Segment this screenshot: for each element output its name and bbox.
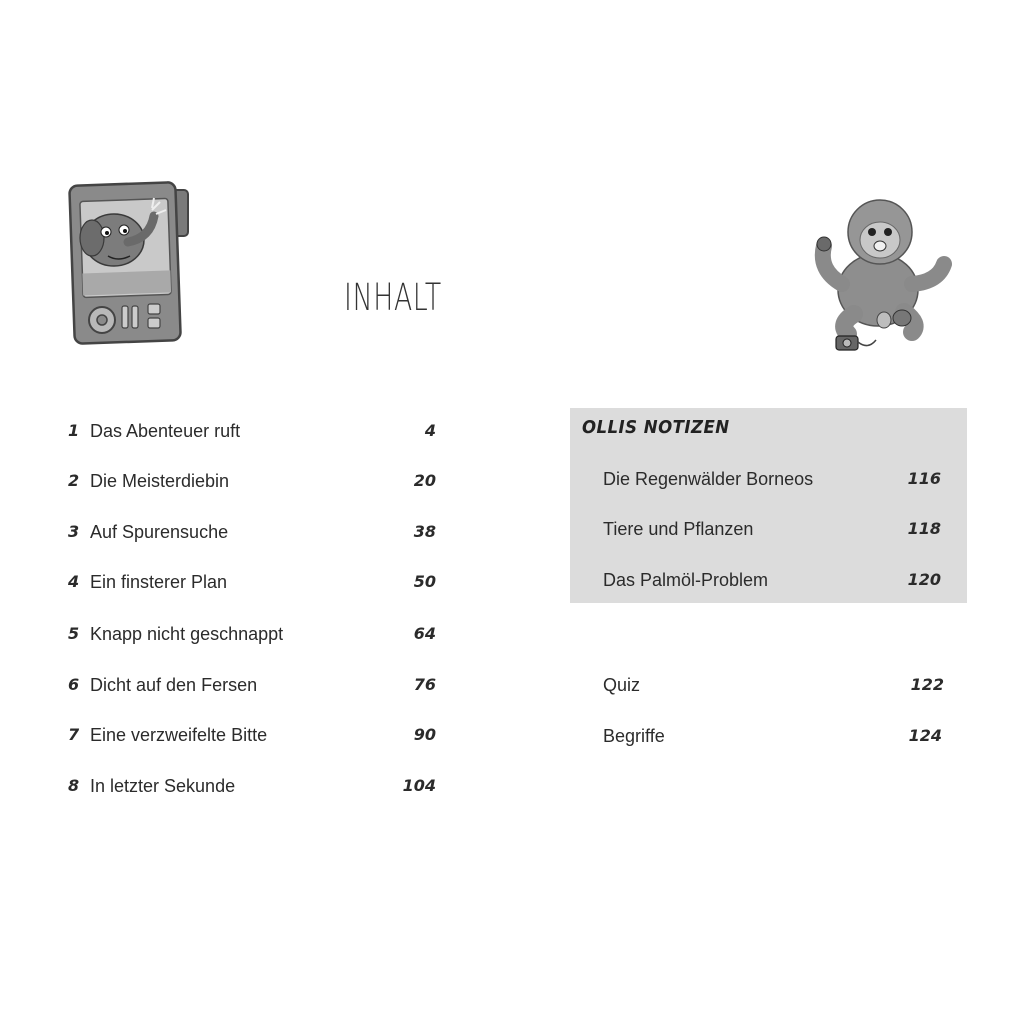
notes-item[interactable]: [603, 570, 941, 594]
extras-item-title: Begriffe: [603, 726, 665, 746]
notes-item[interactable]: [603, 469, 941, 493]
chapter-item[interactable]: [68, 572, 436, 596]
chapter-page: 4: [424, 421, 436, 440]
notes-item-title: Tiere und Pflanzen: [603, 519, 754, 539]
chapter-page: 38: [413, 522, 436, 541]
chapter-page: 104: [402, 776, 436, 795]
notes-item-title: Das Palmöl-Problem: [603, 570, 769, 590]
chapter-number: 1: [68, 421, 80, 440]
chapter-item[interactable]: [68, 725, 436, 749]
chapter-title: Die Meisterdiebin: [90, 471, 230, 491]
chapter-number: 6: [68, 675, 80, 694]
chapter-page: 20: [413, 471, 436, 490]
chapter-page: 90: [413, 725, 436, 744]
extras-item-page: 122: [910, 675, 944, 694]
notes-item-page: 120: [907, 570, 941, 589]
chapter-page: 50: [413, 572, 436, 591]
chapter-number: 2: [68, 471, 80, 490]
chapter-item[interactable]: [68, 776, 436, 800]
chapter-title: Eine verzweifelte Bitte: [90, 725, 268, 745]
chapter-title: Dicht auf den Fersen: [90, 675, 258, 695]
chapter-title: Ein finsterer Plan: [90, 572, 228, 592]
chapter-title: In letzter Sekunde: [90, 776, 236, 796]
chapter-item[interactable]: [68, 675, 436, 699]
notes-item-page: 118: [907, 519, 941, 538]
chapter-item[interactable]: [68, 522, 436, 546]
page-title: INHALT: [344, 276, 442, 319]
chapter-item[interactable]: [68, 471, 436, 495]
chapter-title: Knapp nicht geschnappt: [90, 624, 284, 644]
chapter-number: 7: [68, 725, 80, 744]
camera-with-elephant-photo-icon: [68, 180, 192, 346]
orangutan-illustration-icon: [808, 186, 954, 358]
chapter-number: 4: [68, 572, 80, 591]
chapter-page: 76: [413, 675, 436, 694]
chapter-title: Auf Spurensuche: [90, 522, 229, 542]
notes-heading: OLLIS NOTIZEN: [582, 417, 730, 438]
extras-item-page: 124: [908, 726, 942, 745]
chapter-number: 8: [68, 776, 80, 795]
notes-item-title: Die Regenwälder Borneos: [603, 469, 814, 489]
chapter-item[interactable]: [68, 624, 436, 648]
chapter-title: Das Abenteuer ruft: [90, 421, 241, 441]
notes-item-page: 116: [907, 469, 941, 488]
chapter-number: 5: [68, 624, 80, 643]
notes-item[interactable]: [603, 519, 941, 543]
extras-item-title: Quiz: [603, 675, 641, 695]
chapter-page: 64: [413, 624, 436, 643]
chapter-number: 3: [68, 522, 80, 541]
extras-item[interactable]: [603, 675, 944, 699]
chapter-item[interactable]: [68, 421, 436, 445]
extras-item[interactable]: [603, 726, 942, 750]
